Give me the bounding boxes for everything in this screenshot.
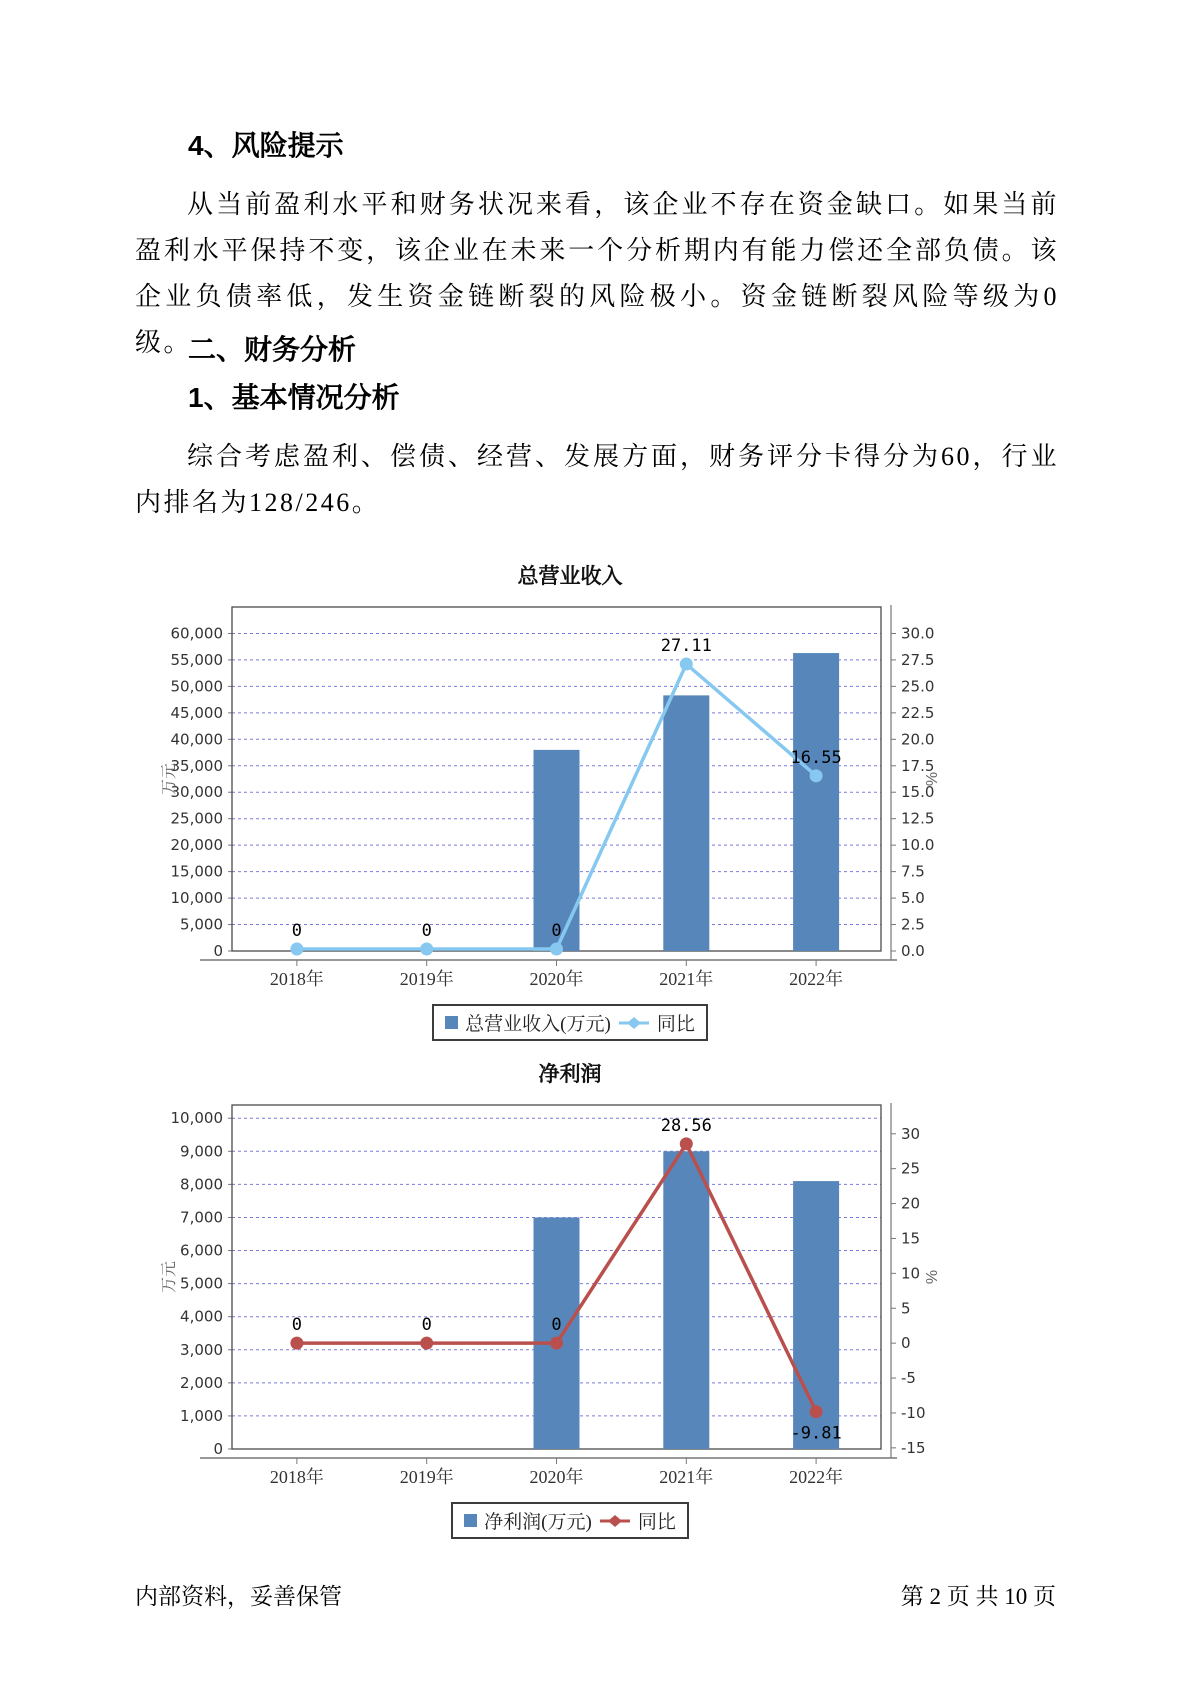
revenue-chart-legend <box>432 1004 708 1041</box>
right-axis-tick-label: 12.5 <box>901 809 935 828</box>
risk-heading: 4、风险提示 <box>188 130 344 161</box>
right-axis-tick-label: 27.5 <box>901 650 935 669</box>
data-point-label: 0 <box>421 921 432 941</box>
data-point-label: 0 <box>551 921 562 941</box>
data-point-label: 28.56 <box>660 1115 712 1136</box>
right-axis-tick-label: 10.0 <box>901 836 935 855</box>
footer-page-number: 第 2 页 共 10 页 <box>900 1584 1056 1609</box>
profit-chart-legend <box>451 1502 689 1539</box>
x-axis-category-label: 2018年 <box>269 969 324 989</box>
bar <box>663 695 709 951</box>
data-point-label: 0 <box>291 1315 303 1336</box>
data-point-label: 0 <box>551 1315 562 1336</box>
left-axis-tick-label: 20,000 <box>170 836 223 855</box>
left-axis-tick-label: 5,000 <box>180 915 223 934</box>
left-axis-tick-label: 55,000 <box>170 650 223 669</box>
right-axis-tick-label: -5 <box>901 1369 916 1388</box>
data-point-marker <box>810 769 823 782</box>
right-axis-tick-label: 5.0 <box>901 889 925 908</box>
left-axis-tick-label: 0 <box>213 1440 223 1458</box>
right-axis-tick-label: 0 <box>901 1334 911 1353</box>
left-axis-tick-label: 35,000 <box>170 756 223 775</box>
x-axis-category-label: 2021年 <box>659 1467 714 1487</box>
data-point-marker <box>550 943 563 956</box>
bar <box>663 1151 709 1449</box>
x-axis-category-label: 2018年 <box>269 1467 324 1487</box>
right-axis-tick-label: 5 <box>901 1299 911 1318</box>
data-point-marker <box>810 1405 823 1418</box>
data-point-label: 0 <box>291 921 303 941</box>
right-axis-tick-label: 20 <box>901 1194 921 1213</box>
risk-paragraph: 从当前盈利水平和财务状况来看，该企业不存在资金缺口。如果当前盈利水平保持不变，该企业在未来一个分析期内有能力偿还全部负债。该企业负债率低，发生资金链断裂的风险极小。资金链断裂风险等级为0级。 <box>135 190 1059 357</box>
right-axis-tick-label: 22.5 <box>901 703 935 722</box>
legend-bar-label: 净利润(万元) <box>484 1512 592 1533</box>
right-axis-tick-label: 7.5 <box>901 862 925 881</box>
left-axis-tick-label: 7,000 <box>180 1208 223 1227</box>
left-axis-tick-label: 60,000 <box>170 624 223 643</box>
right-axis-tick-label: 10 <box>901 1264 921 1283</box>
left-axis-title: 万元 <box>161 1260 178 1294</box>
data-point-marker <box>680 1137 693 1150</box>
right-axis-tick-label: 25.0 <box>901 677 935 696</box>
legend-bar-swatch <box>464 1514 477 1527</box>
left-axis-tick-label: 6,000 <box>180 1241 223 1260</box>
left-axis-tick-label: 30,000 <box>170 783 223 802</box>
profit-chart-title: 净利润 <box>538 1063 602 1086</box>
right-axis-tick-label: 30 <box>901 1124 921 1143</box>
left-axis-tick-label: 50,000 <box>170 677 223 696</box>
legend-bar-label: 总营业收入(万元) <box>465 1014 611 1035</box>
data-point-marker <box>290 943 303 956</box>
left-axis-title: 万元 <box>161 762 178 796</box>
left-axis-tick-label: 25,000 <box>170 809 223 828</box>
legend-line-label: 同比 <box>656 1014 695 1035</box>
left-axis-tick-label: 45,000 <box>170 703 223 722</box>
right-axis-tick-label: 20.0 <box>901 730 935 749</box>
right-axis-title: % <box>924 771 941 787</box>
x-axis-category-label: 2020年 <box>529 1467 584 1487</box>
left-axis-tick-label: 9,000 <box>180 1142 223 1161</box>
x-axis-category-label: 2020年 <box>529 969 584 989</box>
right-axis-tick-label: 15 <box>901 1229 921 1248</box>
left-axis-tick-label: 4,000 <box>180 1307 223 1326</box>
data-point-marker <box>420 1337 433 1350</box>
profit-chart-plot <box>150 1093 990 1493</box>
left-axis-tick-label: 10,000 <box>170 1109 223 1128</box>
basic-analysis-paragraph: 综合考虑盈利、偿债、经营、发展方面，财务评分卡得分为60，行业内排名为128/246。 <box>135 442 1059 517</box>
bar <box>793 653 839 951</box>
revenue-chart <box>150 560 990 1041</box>
right-axis-tick-label: 30.0 <box>901 624 935 643</box>
right-axis-tick-label: 0.0 <box>901 942 925 960</box>
data-point-marker <box>550 1337 563 1350</box>
left-axis-tick-label: 10,000 <box>170 889 223 908</box>
x-axis-category-label: 2022年 <box>789 969 844 989</box>
footer-confidential-note: 内部资料，妥善保管 <box>135 1584 342 1609</box>
data-point-label: 0 <box>421 1315 432 1336</box>
basic-analysis-heading: 1、基本情况分析 <box>188 382 400 413</box>
right-axis-tick-label: -10 <box>901 1403 926 1422</box>
legend-line-marker-icon <box>599 1514 631 1528</box>
left-axis-tick-label: 40,000 <box>170 730 223 749</box>
revenue-chart-title: 总营业收入 <box>517 565 623 588</box>
right-axis-tick-label: -15 <box>901 1438 926 1457</box>
left-axis-tick-label: 1,000 <box>180 1406 223 1425</box>
revenue-chart-plot <box>150 595 990 995</box>
right-axis-tick-label: 2.5 <box>901 915 925 934</box>
x-axis-category-label: 2021年 <box>659 969 714 989</box>
left-axis-tick-label: 8,000 <box>180 1175 223 1194</box>
data-point-marker <box>420 943 433 956</box>
data-point-marker <box>290 1337 303 1350</box>
data-point-label: 27.11 <box>660 636 712 657</box>
legend-bar-swatch <box>445 1016 458 1029</box>
x-axis-category-label: 2019年 <box>399 969 454 989</box>
left-axis-tick-label: 2,000 <box>180 1373 223 1392</box>
left-axis-tick-label: 0 <box>213 942 223 960</box>
legend-line-marker-icon <box>618 1016 650 1030</box>
left-axis-tick-label: 15,000 <box>170 862 223 881</box>
left-axis-tick-label: 5,000 <box>180 1274 223 1293</box>
data-point-label: 16.55 <box>790 747 842 768</box>
right-axis-tick-label: 17.5 <box>901 756 935 775</box>
x-axis-category-label: 2019年 <box>399 1467 454 1487</box>
right-axis-tick-label: 15.0 <box>901 783 935 802</box>
right-axis-tick-label: 25 <box>901 1159 921 1178</box>
data-point-marker <box>680 658 693 671</box>
profit-chart <box>150 1058 990 1539</box>
data-point-label: -9.81 <box>790 1423 842 1444</box>
finance-heading: 二、财务分析 <box>188 334 357 365</box>
x-axis-category-label: 2022年 <box>789 1467 844 1487</box>
legend-line-label: 同比 <box>637 1512 676 1533</box>
right-axis-title: % <box>924 1269 941 1285</box>
left-axis-tick-label: 3,000 <box>180 1340 223 1359</box>
